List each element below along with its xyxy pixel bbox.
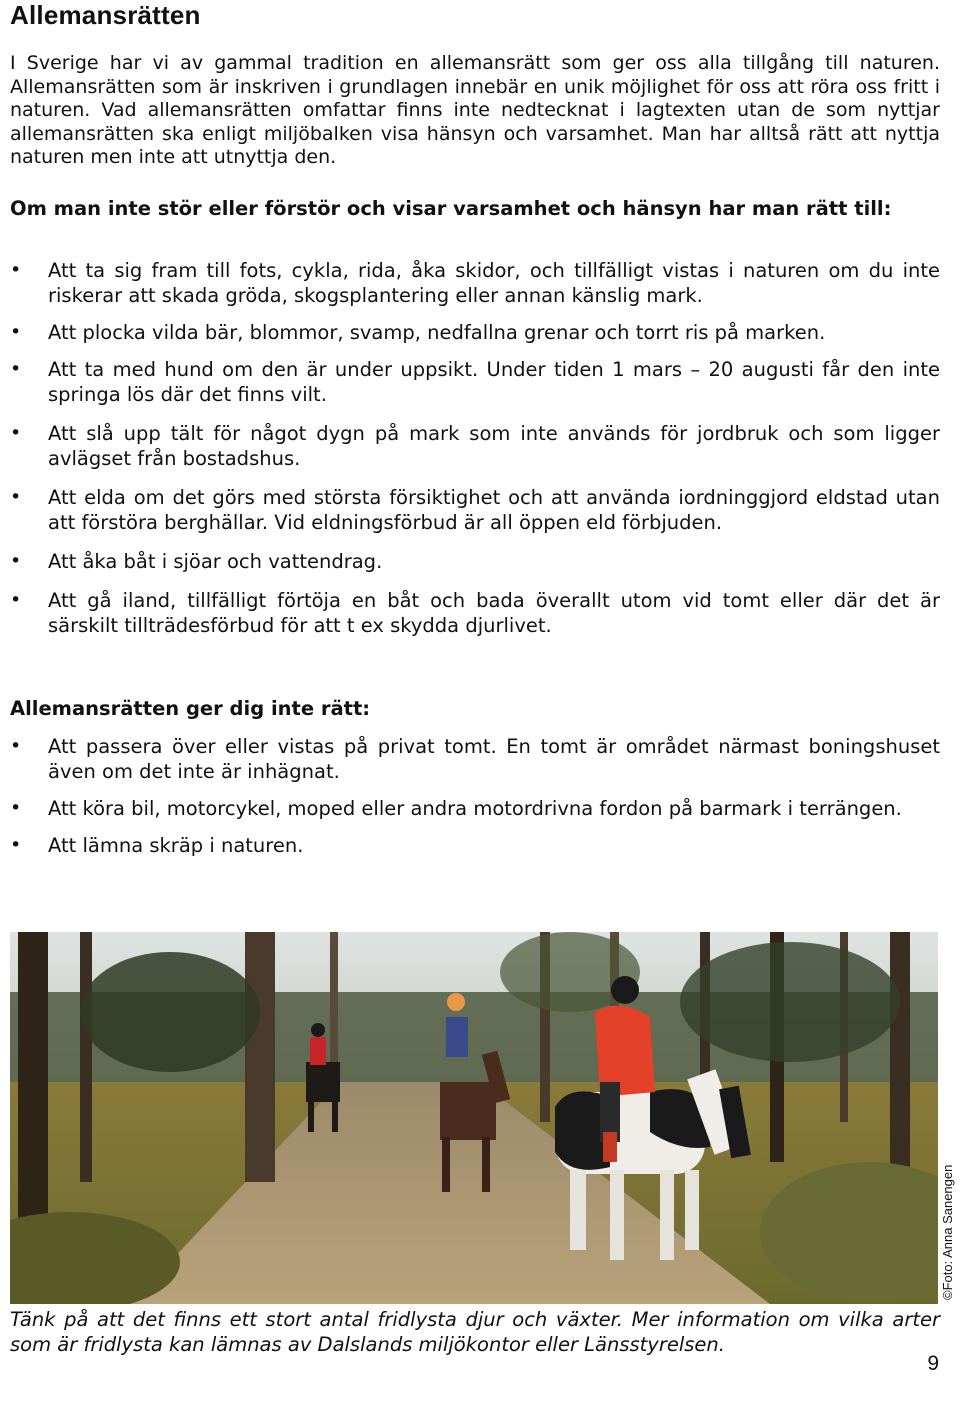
horse-riding-photo: [10, 932, 938, 1304]
restrictions-list: [10, 734, 940, 858]
intro-paragraph: I Sverige har vi av gammal tradition en allemansrätt som ger oss alla tillgång till naturen. Allemansrätten som är inskriven i grundlagen innebär en unik möjlighet för oss att röra oss fritt i naturen. Vad allemansrätten omfattar finns inte nedtecknat i lagtexten utan de som nyttjar allemansrätten ska enligt miljöbalken visa hänsyn och varsamhet. Man har alltså rätt att nyttja naturen men inte att utnyttja den.: [10, 52, 940, 168]
rights-item: • Att åka båt i sjöar och vattendrag.: [10, 549, 940, 574]
rights-item: • Att elda om det görs med största försiktighet och att använda iordninggjord eldstad utan att förstöra berghällar. Vid eldningsförbud är all öppen eld förbjuden.: [10, 485, 940, 535]
restrictions-item: • Att köra bil, motorcykel, moped eller andra motordrivna fordon på barmark i terrängen.: [10, 796, 940, 821]
restrictions-item: • Att passera över eller vistas på privat tomt. En tomt är området närmast boningshuset även om det inte är inhägnat.: [10, 734, 940, 784]
rights-item: • Att ta sig fram till fots, cykla, rida, åka skidor, och tillfälligt vistas i naturen om du inte riskerar att skada gröda, skogsplantering eller annan känslig mark.: [10, 258, 940, 308]
restrictions-heading: Allemansrätten ger dig inte rätt:: [10, 697, 371, 720]
rights-item: • Att slå upp tält för något dygn på mark som inte används för jordbruk och som ligger avlägset från bostadshus.: [10, 421, 940, 471]
rights-item: • Att gå iland, tillfälligt förtöja en båt och bada överallt utom vid tomt eller där det är särskilt tillträdesförbud för att t ex skydda djurlivet.: [10, 588, 940, 638]
photo-caption: Tänk på att det finns ett stort antal fridlysta djur och växter. Mer information om vilka arter som är fridlysta kan lämnas av Dalslands miljökontor eller Länsstyrelsen.: [10, 1308, 940, 1356]
restrictions-item: • Att lämna skräp i naturen.: [10, 833, 940, 858]
rights-item: • Att plocka vilda bär, blommor, svamp, nedfallna grenar och torrt ris på marken.: [10, 320, 940, 345]
rights-list: [10, 258, 940, 638]
photo-credit: ©Foto: Anna Sanengen: [940, 1164, 955, 1300]
rights-item: • Att ta med hund om den är under uppsikt. Under tiden 1 mars – 20 augusti får den inte springa lös där det finns vilt.: [10, 357, 940, 407]
rights-heading: Om man inte stör eller förstör och visar varsamhet och hänsyn har man rätt till:: [10, 197, 892, 220]
page-title: Allemansrätten: [10, 0, 201, 30]
page-number: 9: [927, 1352, 939, 1375]
